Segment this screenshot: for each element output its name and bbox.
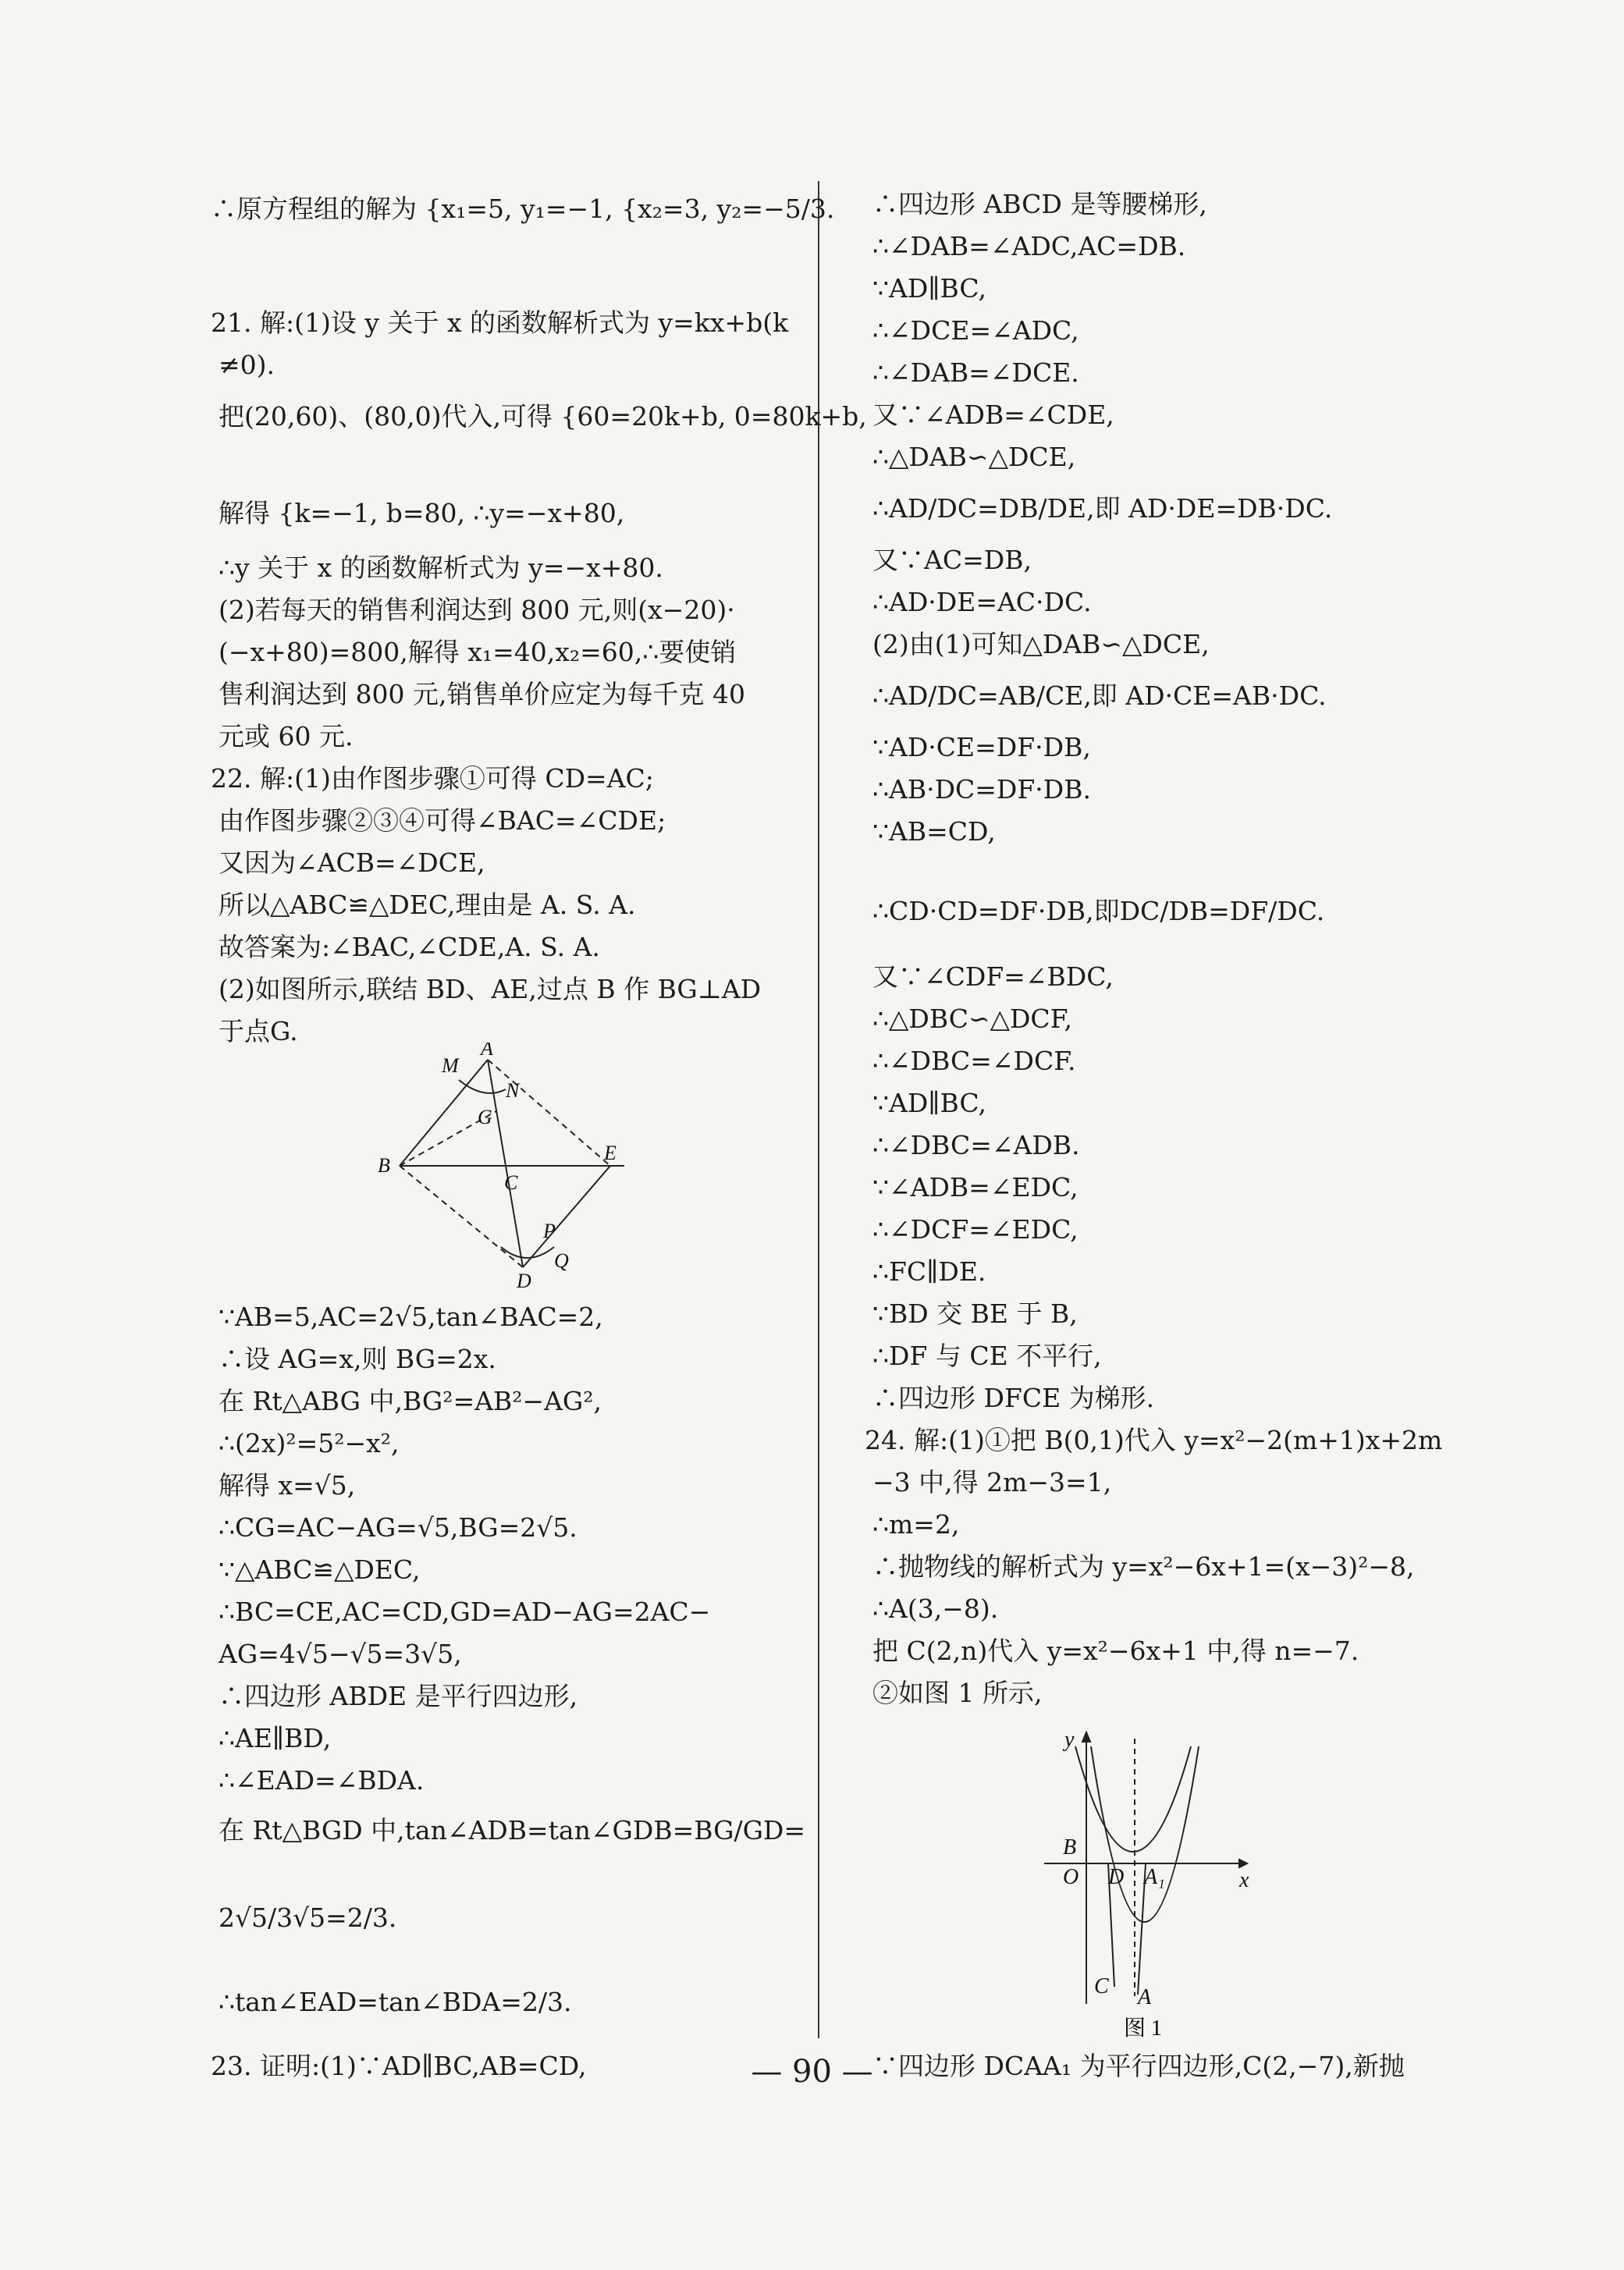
text-line: ∴AB·DC=DF·DB. <box>872 774 1091 805</box>
text-line: 又因为∠ACB=∠DCE, <box>219 847 485 878</box>
label-A1: A₁ <box>1144 1865 1165 1889</box>
text-line: 在 Rt△ABG 中,BG²=AB²−AG², <box>219 1386 602 1416</box>
text-line: ∴y 关于 x 的函数解析式为 y=−x+80. <box>219 552 663 583</box>
text-line: ∴△DAB∽△DCE, <box>872 442 1076 472</box>
label-x: x <box>1239 1868 1249 1892</box>
text-line: ∴∠DCE=∠ADC, <box>872 315 1079 346</box>
text-line: ≠0). <box>219 350 275 380</box>
text-line: ∵AD∥BC, <box>872 273 986 304</box>
text-line: ∴四边形 DFCE 为梯形. <box>872 1383 1155 1413</box>
text-line: 故答案为:∠BAC,∠CDE,A. S. A. <box>219 932 600 962</box>
text-line: ∴四边形 ABDE 是平行四边形, <box>219 1681 578 1711</box>
parabola-figure-1 <box>1036 1723 1294 2043</box>
text-line: ∴∠DAB=∠ADC,AC=DB. <box>872 231 1186 261</box>
text-line: 元或 60 元. <box>219 721 354 751</box>
label-O: O <box>1063 1865 1079 1889</box>
label-E: E <box>604 1142 617 1164</box>
text-line: 把 C(2,n)代入 y=x²−6x+1 中,得 n=−7. <box>872 1636 1359 1666</box>
text-line: ∴四边形 ABCD 是等腰梯形, <box>872 189 1207 219</box>
text-line: ∴AD/DC=AB/CE,即 AD·CE=AB·DC. <box>872 680 1327 711</box>
text-line: AG=4√5−√5=3√5, <box>219 1639 462 1669</box>
text-line: ∴∠DBC=∠DCF. <box>872 1046 1076 1076</box>
text-line: 解得 {k=−1, b=80, ∴y=−x+80, <box>219 498 625 528</box>
text-line: ∵AD·CE=DF·DB, <box>872 732 1091 762</box>
q24-line: 24. 解:(1)①把 B(0,1)代入 y=x²−2(m+1)x+2m <box>865 1425 1443 1455</box>
text-line: ∴∠DAB=∠DCE. <box>872 357 1079 388</box>
label-y: y <box>1064 1728 1075 1752</box>
segment-AE <box>488 1060 610 1166</box>
q23-line: 23. 证明:(1)∵AD∥BC,AB=CD, <box>211 2051 587 2081</box>
label-B: B <box>378 1154 390 1177</box>
text-line: (2)若每天的销售利润达到 800 元,则(x−20)· <box>219 595 735 625</box>
text-line: ∴△DBC∽△DCF, <box>872 1004 1072 1034</box>
text-line: ∴DF 与 CE 不平行, <box>872 1341 1102 1371</box>
text-line: ∵AB=5,AC=2√5,tan∠BAC=2, <box>219 1302 603 1332</box>
text-line: 售利润达到 800 元,销售单价应定为每千克 40 <box>219 679 745 709</box>
divider <box>818 181 819 2038</box>
text-line: 又∵∠CDF=∠BDC, <box>872 961 1114 992</box>
q22-line: 22. 解:(1)由作图步骤①可得 CD=AC; <box>211 763 654 794</box>
text-line: 所以△ABC≌△DEC,理由是 A. S. A. <box>219 890 636 920</box>
text-line: ∴抛物线的解析式为 y=x²−6x+1=(x−3)²−8, <box>872 1551 1415 1582</box>
text-line: ∵∠ADB=∠EDC, <box>872 1172 1079 1202</box>
label-A: A <box>481 1043 493 1060</box>
label-Q: Q <box>554 1249 569 1272</box>
text-line: ∴tan∠EAD=tan∠BDA=2/3. <box>219 1987 572 2017</box>
label-D: D <box>517 1270 531 1292</box>
text-line: 把(20,60)、(80,0)代入,可得 {60=20k+b, 0=80k+b, <box>219 401 867 432</box>
text-line: (2)如图所示,联结 BD、AE,过点 B 作 BG⊥AD <box>219 974 762 1004</box>
text-line: 于点G. <box>219 1016 298 1046</box>
figure-caption: 图 1 <box>1124 2016 1163 2041</box>
text-line: ∴∠DBC=∠ADB. <box>872 1130 1080 1160</box>
text-line: ∴设 AG=x,则 BG=2x. <box>219 1344 496 1374</box>
text-line: ∴AE∥BD, <box>219 1723 332 1753</box>
text-line: ∵四边形 DCAA₁ 为平行四边形,C(2,−7),新抛 <box>872 2051 1405 2081</box>
text-line: ∴AD·DE=AC·DC. <box>872 587 1092 617</box>
label-P: P <box>543 1220 556 1242</box>
text-line: ∴CD·CD=DF·DB,即DC/DB=DF/DC. <box>872 896 1325 926</box>
text-line: ∵△ABC≌△DEC, <box>219 1554 421 1585</box>
text-line: ∴CG=AC−AG=√5,BG=2√5. <box>219 1512 577 1543</box>
text-line: ∵BD 交 BE 于 B, <box>872 1298 1078 1329</box>
text-line: ∴∠DCF=∠EDC, <box>872 1214 1079 1245</box>
label-M: M <box>442 1054 459 1077</box>
text-line: ∴m=2, <box>872 1509 960 1540</box>
text-line: ∵AD∥BC, <box>872 1088 986 1118</box>
text-line: ∴(2x)²=5²−x², <box>219 1428 400 1458</box>
text-line: (2)由(1)可知△DAB∽△DCE, <box>872 629 1210 659</box>
geometry-figure-q22 <box>367 1043 648 1292</box>
text-line: 又∵∠ADB=∠CDE, <box>872 400 1114 430</box>
text-line: ②如图 1 所示, <box>872 1678 1043 1708</box>
page-number: — 90 — <box>751 2054 873 2090</box>
label-N: N <box>506 1079 520 1102</box>
text-line: −3 中,得 2m−3=1, <box>872 1467 1112 1497</box>
text-line: ∴FC∥DE. <box>872 1256 986 1287</box>
label-G: G <box>478 1106 492 1128</box>
text-line: ∴原方程组的解为 {x₁=5, y₁=−1, {x₂=3, y₂=−5/3. <box>211 194 835 224</box>
text-line: ∴A(3,−8). <box>872 1593 999 1624</box>
text-line: ∴BC=CE,AC=CD,GD=AD−AG=2AC− <box>219 1597 711 1627</box>
text-line: ∴∠EAD=∠BDA. <box>219 1765 425 1796</box>
label-D: D <box>1108 1865 1125 1889</box>
text-line: 又∵AC=DB, <box>872 545 1032 575</box>
text-line: 解得 x=√5, <box>219 1470 356 1501</box>
label-B: B <box>1063 1835 1077 1860</box>
q21-line: 21. 解:(1)设 y 关于 x 的函数解析式为 y=kx+b(k <box>211 307 789 338</box>
text-line: 在 Rt△BGD 中,tan∠ADB=tan∠GDB=BG/GD= <box>219 1815 806 1845</box>
text-line: ∴AD/DC=DB/DE,即 AD·DE=DB·DC. <box>872 493 1333 524</box>
text-line: ∵AB=CD, <box>872 816 996 847</box>
arc-PQ <box>501 1247 554 1258</box>
text-line: 由作图步骤②③④可得∠BAC=∠CDE; <box>219 805 666 836</box>
text-line: 2√5/3√5=2/3. <box>219 1902 397 1933</box>
label-C: C <box>504 1171 518 1194</box>
text-line: (−x+80)=800,解得 x₁=40,x₂=60,∴要使销 <box>219 637 737 667</box>
label-A: A <box>1138 1985 1152 2009</box>
label-C: C <box>1094 1974 1109 1998</box>
